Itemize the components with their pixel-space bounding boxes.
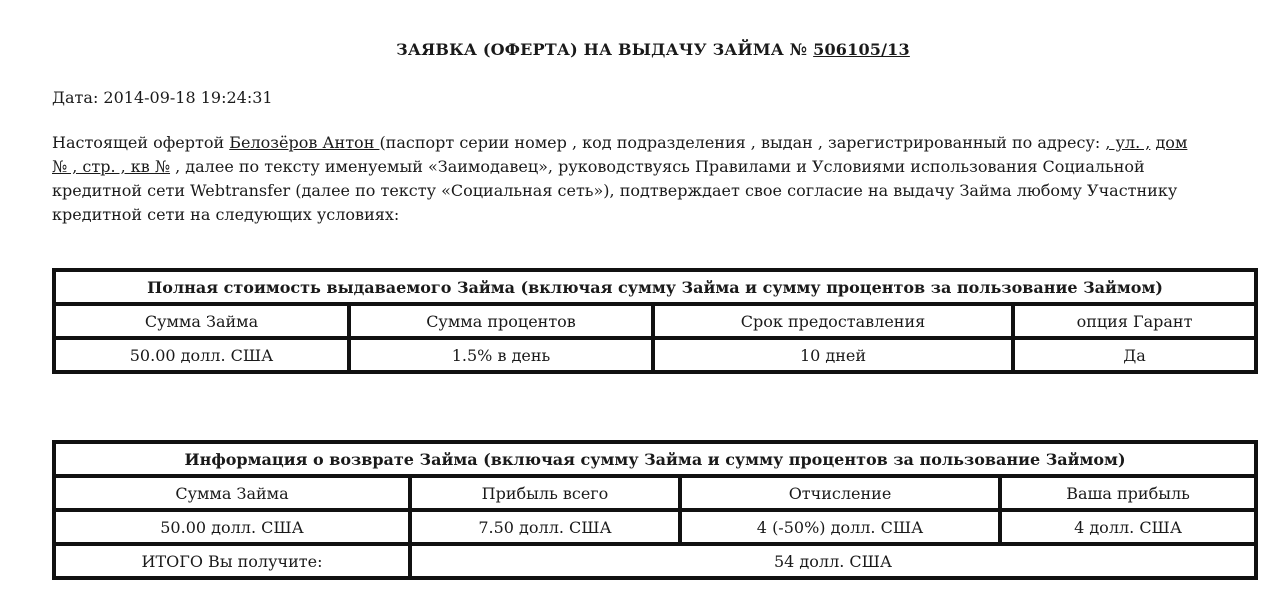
table-heading: Информация о возврате Займа (включая сумму Займа и сумму процентов за пользование Займом)	[54, 442, 1256, 476]
term-cell: 10 дней	[653, 338, 1013, 372]
table-row	[54, 510, 1256, 544]
loan-amount-cell: 50.00 долл. США	[54, 338, 349, 372]
table-total-row	[54, 544, 1256, 578]
column-header: Ваша прибыль	[1000, 476, 1256, 510]
column-header: опция Гарант	[1013, 304, 1256, 338]
your-profit-cell: 4 долл. США	[1000, 510, 1256, 544]
column-header: Срок предоставления	[653, 304, 1013, 338]
interest-cell: 1.5% в день	[349, 338, 653, 372]
total-label: ИТОГО Вы получите:	[54, 544, 410, 578]
table-heading: Полная стоимость выдаваемого Займа (включая сумму Займа и сумму процентов за пользование Займом)	[54, 270, 1256, 304]
column-header: Сумма Займа	[54, 476, 410, 510]
address-line-2: дом № , стр. , кв №	[52, 133, 1188, 176]
deduction-cell: 4 (-50%) долл. США	[680, 510, 1000, 544]
table-heading-row	[54, 442, 1256, 476]
total-profit-cell: 7.50 долл. США	[410, 510, 680, 544]
date-line: Дата: 2014-09-18 19:24:31	[52, 88, 273, 107]
title-text: ЗАЯВКА (ОФЕРТА) НА ВЫДАЧУ ЗАЙМА №	[396, 40, 808, 59]
intro-text-3: , далее по тексту именуемый «Заимодавец», руководствуясь Правилами и Условиями использования Социальной кредитной сети Webtransfer (далее по тексту «Социальная сеть»), подтверждает свое согласие на выдачу Займа любому Участнику кредитной сети на следующих условиях:	[52, 157, 1178, 224]
column-header: Сумма Займа	[54, 304, 349, 338]
lender-name: Белозёров Антон	[229, 133, 380, 152]
loan-amount-cell: 50.00 долл. США	[54, 510, 410, 544]
document-title	[0, 40, 1271, 59]
guarantee-cell: Да	[1013, 338, 1256, 372]
column-header: Прибыль всего	[410, 476, 680, 510]
total-value: 54 долл. США	[410, 544, 1256, 578]
column-header: Сумма процентов	[349, 304, 653, 338]
address-line-1: , ул. ,	[1105, 133, 1151, 152]
intro-text-2: (паспорт серии номер , код подразделения , выдан , зарегистрированный по адресу:	[379, 133, 1106, 152]
loan-return-table	[52, 440, 1258, 580]
column-header: Отчисление	[680, 476, 1000, 510]
loan-cost-table	[52, 268, 1258, 374]
application-number: 506105/13	[813, 40, 910, 59]
table-header-row	[54, 476, 1256, 510]
table-header-row	[54, 304, 1256, 338]
table-heading-row	[54, 270, 1256, 304]
table-row	[54, 338, 1256, 372]
offer-paragraph	[52, 131, 1200, 227]
intro-text-1: Настоящей офертой	[52, 133, 230, 152]
